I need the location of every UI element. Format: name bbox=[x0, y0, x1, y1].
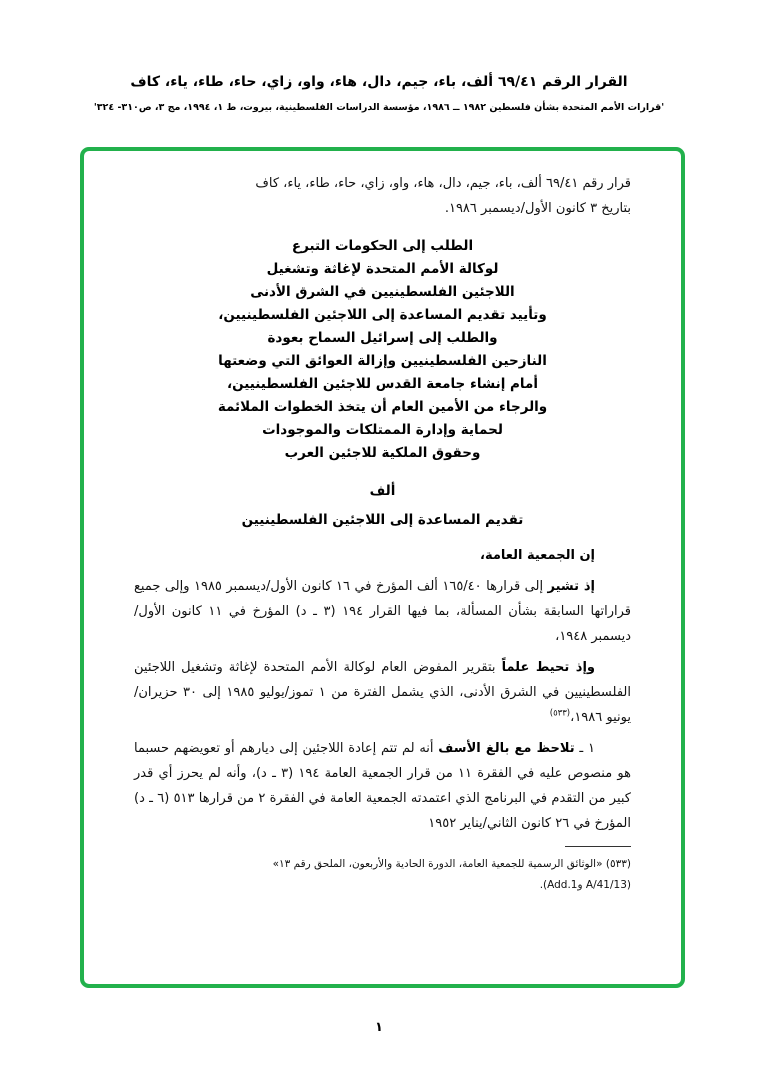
title-line: والطلب إلى إسرائيل السماح بعودة bbox=[267, 330, 498, 346]
paragraph-number: ١ ـ bbox=[574, 741, 595, 756]
footnote-text bbox=[264, 854, 631, 896]
paragraph-lead: وإذ تحيط علماً bbox=[501, 660, 595, 675]
section-letter: ألف bbox=[369, 483, 396, 499]
title-line: والرجاء من الأمين العام أن يتخذ الخطوات الملائمة bbox=[217, 399, 548, 415]
paragraph-text: بتقرير المفوض العام لوكالة الأمم المتحدة لإغاثة وتشغيل اللاجئين الفلسطينيين في الشرق الأدنى، الذي يشمل الفترة من ١ تموز/يوليو ١٩٨٥ إلى ٣٠ حزيران/يونيو ١٩٨٦، bbox=[134, 660, 631, 725]
footnote-body: «الوثائق الرسمية للجمعية العامة، الدورة الحادية والأربعون، الملحق رقم ١٣» (A/41/13 وAdd.1). bbox=[272, 858, 631, 891]
footnote-divider bbox=[565, 846, 631, 847]
preamble-paragraph-recalls bbox=[134, 574, 631, 649]
footnote-marker: (٥٣٣) bbox=[605, 858, 631, 870]
preamble-paragraph-takes-note bbox=[134, 655, 631, 730]
page-number: ١ bbox=[375, 1020, 383, 1035]
paragraph-lead: إذ تشير bbox=[547, 579, 595, 594]
paragraph-text: إلى قرارها ١٦٥/٤٠ ألف المؤرخ في ١٦ كانون الأول/ديسمبر ١٩٨٥ وإلى جميع قراراتها السابقة بشأن المسألة، بما فيها القرار ١٩٤ (٣ ـ د) المؤرخ في ١١ كانون الأول/ديسمبر ١٩٤٨، bbox=[134, 579, 631, 644]
preamble-lead: إن الجمعية العامة، bbox=[480, 548, 595, 563]
title-line: وتأييد تقديم المساعدة إلى اللاجئين الفلسطينيين، bbox=[218, 307, 547, 323]
title-line: الطلب إلى الحكومات التبرع bbox=[291, 238, 474, 254]
resolution-intro: قرار رقم ٦٩/٤١ ألف، باء، جيم، دال، هاء، واو، زاي، حاء، طاء، ياء، كاف بتاريخ ٣ كانون الأول/ديسمبر ١٩٨٦. bbox=[255, 176, 631, 216]
section-title: تقديم المساعدة إلى اللاجئين الفلسطينيين bbox=[241, 512, 524, 528]
paragraph-text: أنه لم تتم إعادة اللاجئين إلى ديارهم أو تعويضهم حسبما هو منصوص عليه في الفقرة ١١ من قرار الجمعية العامة ١٩٤ (٣ ـ د)، وأنه لم يحرز أي قدر كبير من التقدم في البرنامج الذي اعتمدته الجمعية العامة في الفقرة ٢ من قرارها ٥١٣ (٦ ـ د) المؤرخ في ٢٦ كانون الثاني/يناير ١٩٥٢ bbox=[134, 741, 631, 831]
source-citation: 'قرارات الأمم المتحدة بشأن فلسطين ١٩٨٢ ــ ١٩٨٦، مؤسسة الدراسات الفلسطينية، بيروت، ط ١، ١٩٩٤، مج ٣، ص٣١٠- ٣٢٤' bbox=[93, 102, 665, 113]
footnote-reference: (٥٣٣) bbox=[549, 708, 571, 719]
title-line: وحقوق الملكية للاجئين العرب bbox=[284, 445, 481, 461]
title-line: لوكالة الأمم المتحدة لإغاثة وتشغيل bbox=[266, 261, 499, 277]
title-line: أمام إنشاء جامعة القدس للاجئين الفلسطينيين، bbox=[226, 376, 538, 392]
paragraph-lead: تلاحظ مع بالغ الأسف bbox=[438, 741, 575, 756]
title-line: النازحين الفلسطينيين وإزالة العوائق التي وضعتها bbox=[218, 353, 547, 369]
footnote-area bbox=[134, 846, 631, 896]
operative-paragraph-1 bbox=[134, 736, 631, 836]
title-line: لحماية وإدارة الممتلكات والموجودات bbox=[262, 422, 503, 438]
title-line: اللاجئين الفلسطينيين في الشرق الأدنى bbox=[250, 284, 515, 300]
document-title: القرار الرقم ٦٩/٤١ ألف، باء، جيم، دال، هاء، واو، زاي، حاء، طاء، ياء، كاف bbox=[130, 74, 628, 90]
resolution-title-block bbox=[134, 235, 631, 465]
resolution-box bbox=[80, 147, 685, 988]
